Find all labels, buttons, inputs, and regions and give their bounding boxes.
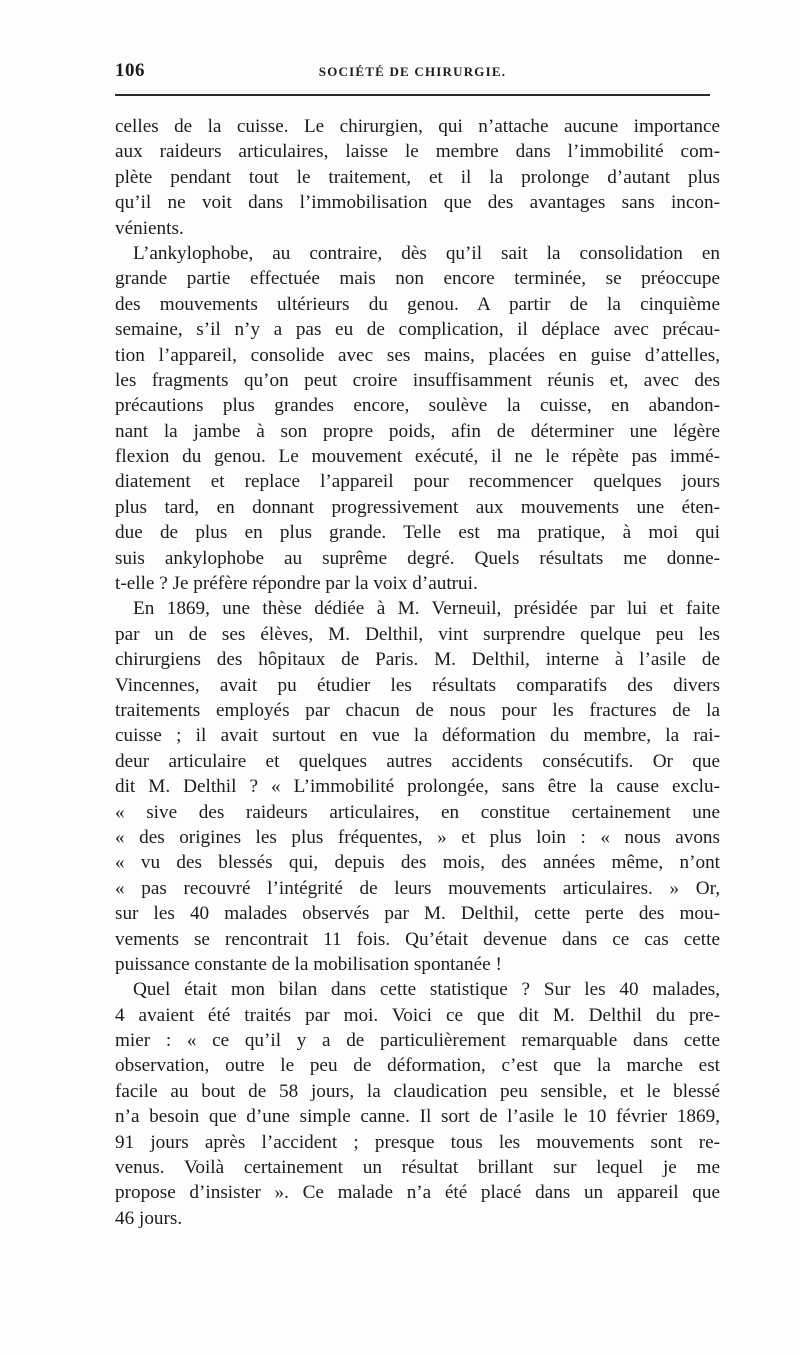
text-line: 46 jours. bbox=[115, 1207, 183, 1229]
text-line: due de plus en plus grande. Telle est ma pratique, à moi qui bbox=[115, 522, 720, 544]
text-line: « des origines les plus fréquentes, » et plus loin : « nous avons bbox=[115, 826, 720, 848]
text-line: puissance constante de la mobilisation spontanée ! bbox=[115, 953, 502, 975]
text-line: des mouvements ultérieurs du genou. A partir de la cinquième bbox=[115, 293, 720, 315]
running-head bbox=[115, 60, 710, 86]
text-line: deur articulaire et quelques autres accidents consécutifs. Or que bbox=[115, 750, 720, 772]
text-line: suis ankylophobe au suprême degré. Quels résultats me donne- bbox=[115, 547, 720, 569]
text-line: plète pendant tout le traitement, et il la prolonge d’autant plus bbox=[115, 166, 720, 188]
text-line: 4 avaient été traités par moi. Voici ce que dit M. Delthil du pre- bbox=[115, 1004, 720, 1026]
text-line: observation, outre le peu de déformation, c’est que la marche est bbox=[115, 1055, 720, 1077]
text-line: précautions plus grandes encore, soulève la cuisse, en abandon- bbox=[115, 395, 720, 417]
page-number: 106 bbox=[115, 60, 145, 81]
text-line: Quel était mon bilan dans cette statistique ? Sur les 40 malades, bbox=[133, 979, 720, 1001]
text-line: qu’il ne voit dans l’immobilisation que des avantages sans incon- bbox=[115, 192, 720, 214]
text-line: flexion du genou. Le mouvement exécuté, il ne le répète pas immé- bbox=[115, 446, 720, 468]
text-line: par un de ses élèves, M. Delthil, vint surprendre quelque peu les bbox=[115, 623, 720, 645]
header-rule bbox=[115, 94, 710, 96]
text-line: vénients. bbox=[115, 217, 184, 239]
text-line: semaine, s’il n’y a pas eu de complication, il déplace avec précau- bbox=[115, 319, 720, 341]
text-line: aux raideurs articulaires, laisse le membre dans l’immobilité com- bbox=[115, 141, 720, 163]
text-line: mier : « ce qu’il y a de particulièrement remarquable dans cette bbox=[115, 1030, 720, 1052]
text-line: tion l’appareil, consolide avec ses mains, placées en guise d’attelles, bbox=[115, 344, 720, 366]
text-line: « vu des blessés qui, depuis des mois, des années même, n’ont bbox=[115, 852, 720, 874]
text-line: t-elle ? Je préfère répondre par la voix d’autrui. bbox=[115, 573, 478, 595]
text-line: plus tard, en donnant progressivement aux mouvements une éten- bbox=[115, 496, 720, 518]
text-line: grande partie effectuée mais non encore terminée, se préoccupe bbox=[115, 268, 720, 290]
text-line: venus. Voilà certainement un résultat brillant sur lequel je me bbox=[115, 1157, 720, 1179]
body-text bbox=[115, 114, 720, 1231]
text-line: cuisse ; il avait surtout en vue la déformation du membre, la rai- bbox=[115, 725, 720, 747]
text-line: « sive des raideurs articulaires, en constitue certainement une bbox=[115, 801, 720, 823]
text-line: 91 jours après l’accident ; presque tous les mouvements sont re- bbox=[115, 1131, 720, 1153]
text-line: sur les 40 malades observés par M. Delthil, cette perte des mou- bbox=[115, 903, 720, 925]
text-line: facile au bout de 58 jours, la claudication peu sensible, et le blessé bbox=[115, 1080, 720, 1102]
text-line: dit M. Delthil ? « L’immobilité prolongée, sans être la cause exclu- bbox=[115, 776, 720, 798]
text-line: En 1869, une thèse dédiée à M. Verneuil, présidée par lui et faite bbox=[133, 598, 720, 620]
text-line: Vincennes, avait pu étudier les résultats comparatifs des divers bbox=[115, 674, 720, 696]
text-line: vements se rencontrait 11 fois. Qu’était devenue dans ce cas cette bbox=[115, 928, 720, 950]
text-line: diatement et replace l’appareil pour recommencer quelques jours bbox=[115, 471, 720, 493]
running-title: SOCIÉTÉ DE CHIRURGIE. bbox=[318, 64, 507, 79]
text-line: « pas recouvré l’intégrité de leurs mouvements articulaires. » Or, bbox=[115, 877, 720, 899]
text-line: chirurgiens des hôpitaux de Paris. M. Delthil, interne à l’asile de bbox=[115, 649, 720, 671]
text-line: les fragments qu’on peut croire insuffisamment réunis et, avec des bbox=[115, 369, 720, 391]
text-line: propose d’insister ». Ce malade n’a été placé dans un appareil que bbox=[115, 1182, 720, 1204]
text-line: nant la jambe à son propre poids, afin de déterminer une légère bbox=[115, 420, 720, 442]
text-line: celles de la cuisse. Le chirurgien, qui n’attache aucune importance bbox=[115, 116, 720, 137]
text-line: L’ankylophobe, au contraire, dès qu’il sait la consolidation en bbox=[133, 242, 720, 264]
text-line: n’a besoin que d’une simple canne. Il sort de l’asile le 10 février 1869, bbox=[115, 1106, 720, 1128]
text-line: traitements employés par chacun de nous pour les fractures de la bbox=[115, 699, 720, 721]
